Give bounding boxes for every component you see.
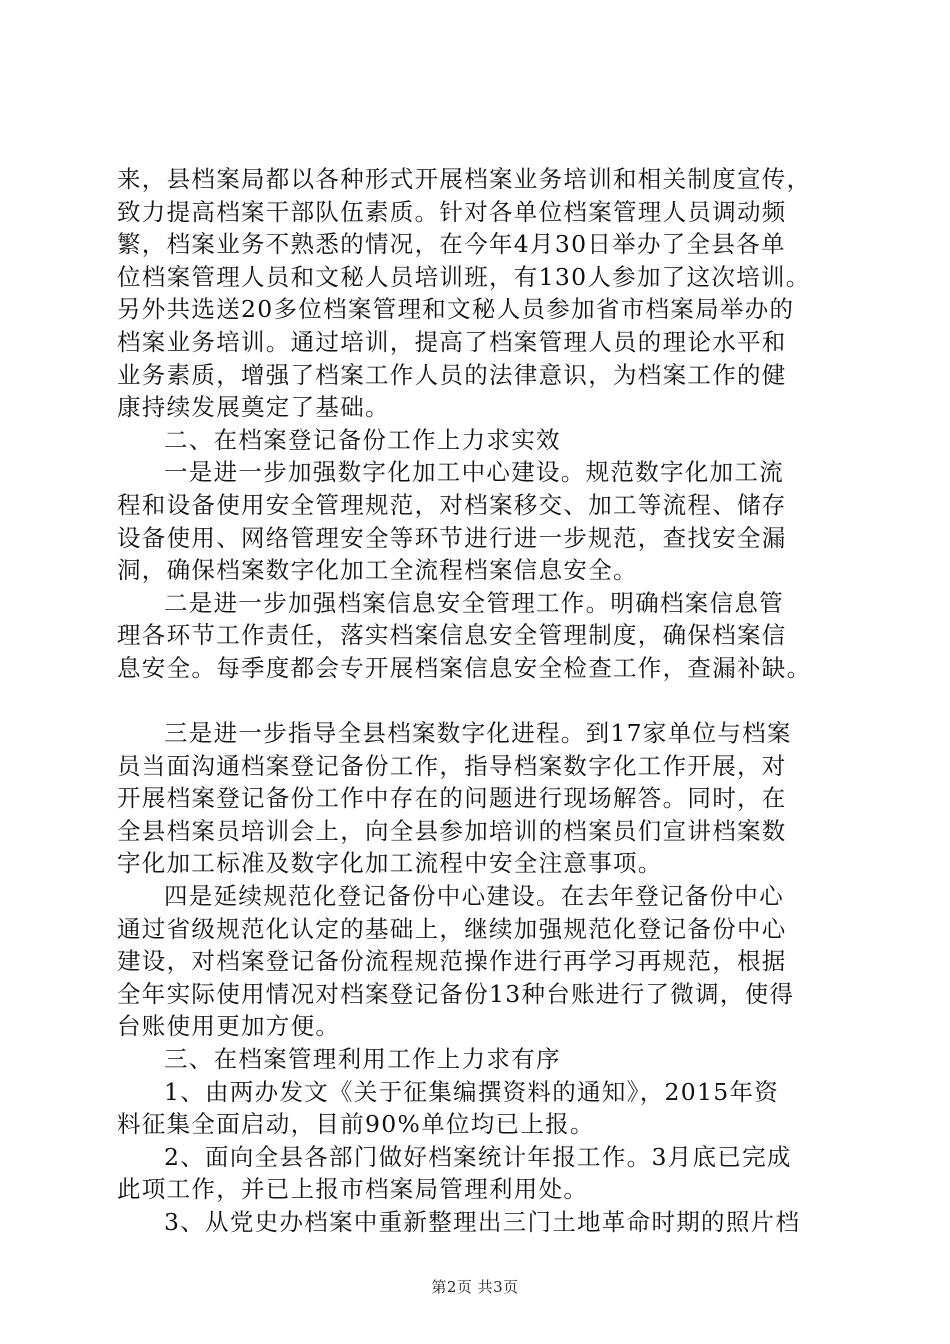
- text-line: 字化加工标准及数字化加工流程中安全注意事项。: [117, 849, 663, 878]
- page-number-footer: 第2页 共3页: [431, 1278, 519, 1296]
- text-line: 此项工作，并已上报市档案局管理利用处。: [117, 1175, 589, 1204]
- text-line: 理各环节工作责任，落实档案信息安全管理制度，确保档案信: [117, 621, 787, 650]
- paragraph-start: 三是进一步指导全县档案数字化进程。到17家单位与档案: [164, 719, 792, 748]
- text-line: 员当面沟通档案登记备份工作，指导档案数字化工作开展，对: [117, 751, 787, 780]
- text-line: 档案业务培训。通过培训，提高了档案管理人员的理论水平和: [117, 327, 787, 356]
- text-line: 致力提高档案干部队伍素质。针对各单位档案管理人员调动频: [117, 197, 787, 226]
- section-heading: 三、在档案管理利用工作上力求有序: [164, 1045, 561, 1074]
- text-line: 开展档案登记备份工作中存在的问题进行现场解答。同时，在: [117, 784, 787, 813]
- text-line: 康持续发展奠定了基础。: [117, 393, 390, 422]
- paragraph-start: 一是进一步加强数字化加工中心建设。规范数字化加工流: [164, 458, 784, 487]
- section-heading: 二、在档案登记备份工作上力求实效: [164, 425, 561, 454]
- text-line: 料征集全面启动，目前90%单位均已上报。: [117, 1110, 595, 1139]
- text-line: 建设，对档案登记备份流程规范操作进行再学习再规范，根据: [117, 947, 787, 976]
- paragraph-start: 四是延续规范化登记备份中心建设。在去年登记备份中心: [164, 882, 784, 911]
- text-line: 程和设备使用安全管理规范，对档案移交、加工等流程、储存: [117, 490, 787, 519]
- text-line: 繁，档案业务不熟悉的情况，在今年4月30日举办了全县各单: [117, 230, 786, 259]
- text-line: 全县档案员培训会上，向全县参加培训的档案员们宣讲档案数: [117, 816, 787, 845]
- paragraph-start: 3、从党史办档案中重新整理出三门土地革命时期的照片档: [164, 1208, 801, 1236]
- document-body: [117, 163, 835, 1239]
- text-line: 洞，确保档案数字化加工全流程档案信息安全。: [117, 556, 638, 585]
- text-line: 位档案管理人员和文秘人员培训班，有130人参加了这次培训。: [117, 262, 811, 291]
- text-line: 台账使用更加方便。: [117, 1012, 341, 1041]
- text-line: 息安全。每季度都会专开展档案信息安全检查工作，查漏补缺。: [117, 653, 812, 682]
- paragraph-start: 1、由两办发文《关于征集编撰资料的通知》，2015年资: [164, 1077, 780, 1106]
- text-line: 来，县档案局都以各种形式开展档案业务培训和相关制度宣传，: [117, 165, 812, 193]
- text-line: 业务素质，增强了档案工作人员的法律意识，为档案工作的健: [117, 360, 787, 389]
- text-line: 通过省级规范化认定的基础上，继续加强规范化登记备份中心: [117, 914, 787, 943]
- paragraph-start: 二是进一步加强档案信息安全管理工作。明确档案信息管: [164, 588, 784, 617]
- paragraph-start: 2、面向全县各部门做好档案统计年报工作。3月底已完成: [164, 1142, 792, 1171]
- blank-line: [117, 685, 835, 718]
- text-line: 设备使用、网络管理安全等环节进行进一步规范，查找安全漏: [117, 523, 787, 552]
- text-line: 另外共选送20多位档案管理和文秘人员参加省市档案局举办的: [117, 295, 795, 324]
- text-line: 全年实际使用情况对档案登记备份13种台账进行了微调，使得: [117, 979, 795, 1008]
